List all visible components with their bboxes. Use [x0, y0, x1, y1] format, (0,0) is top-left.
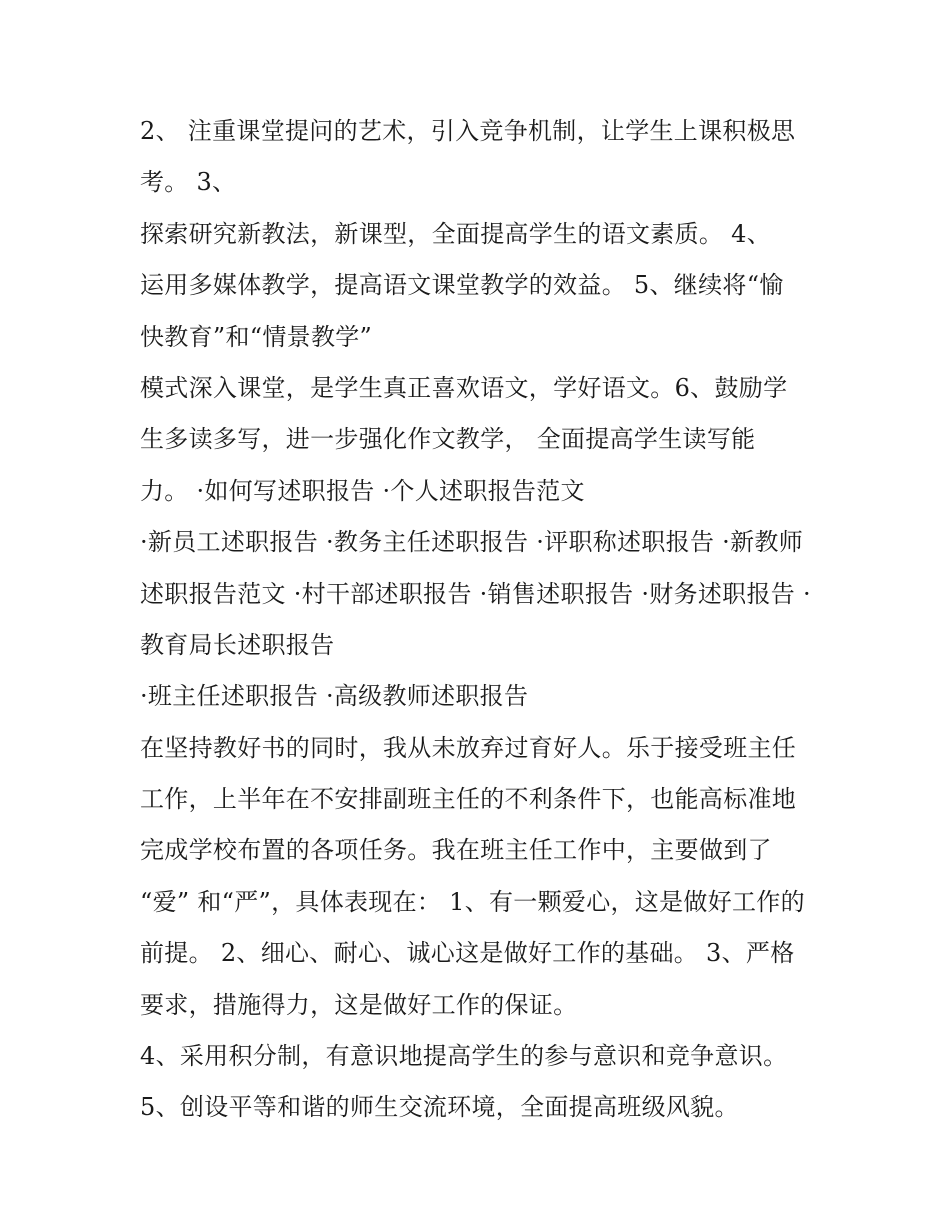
text-line: 要求，措施得力，这是做好工作的保证。	[140, 990, 578, 1019]
text-line: 2、 注重课堂提问的艺术，引入竞争机制，让学生上课积极思	[140, 117, 796, 145]
text-line: “爱” 和“严”，具体表现在： 1、有一颗爱心，这是做好工作的	[140, 887, 805, 916]
text-line: ·新员工述职报告 ·教务主任述职报告 ·评职称述职报告 ·新教师	[140, 528, 803, 557]
text-line: 生多读多写，进一步强化作文教学， 全面提高学生读写能	[140, 425, 756, 454]
text-line: 快教育”和“情景教学”	[140, 322, 373, 351]
text-line: 探索研究新教法，新课型，全面提高学生的语文素质。 4、	[140, 219, 771, 248]
text-line: 述职报告范文 ·村干部述职报告 ·销售述职报告 ·财务述职报告 ·	[140, 579, 811, 608]
text-line: 模式深入课堂，是学生真正喜欢语文，学好语文。6、鼓励学	[140, 373, 788, 402]
text-line: 完成学校布置的各项任务。我在班主任工作中，主要做到了	[140, 836, 772, 865]
text-line: 考。 3、	[140, 168, 237, 197]
text-line: 工作，上半年在不安排副班主任的不利条件下，也能高标准地	[140, 785, 797, 814]
text-line: 运用多媒体教学，提高语文课堂教学的效益。 5、继续将“愉	[140, 271, 784, 300]
text-line: 5、创设平等和谐的师生交流环境，全面提高班级风貌。	[140, 1093, 739, 1122]
text-line: 前提。 2、细心、耐心、诚心这是做好工作的基础。 3、严格	[140, 939, 795, 968]
text-line: 4、采用积分制，有意识地提高学生的参与意识和竞争意识。	[140, 1042, 788, 1071]
text-line: ·班主任述职报告 ·高级教师述职报告	[140, 682, 529, 711]
body-text	[140, 106, 830, 1134]
text-line: 在坚持教好书的同时，我从未放弃过育好人。乐于接受班主任	[140, 733, 797, 762]
text-line: 力。 ·如何写述职报告 ·个人述职报告范文	[140, 476, 585, 505]
text-line: 教育局长述职报告	[140, 630, 335, 659]
